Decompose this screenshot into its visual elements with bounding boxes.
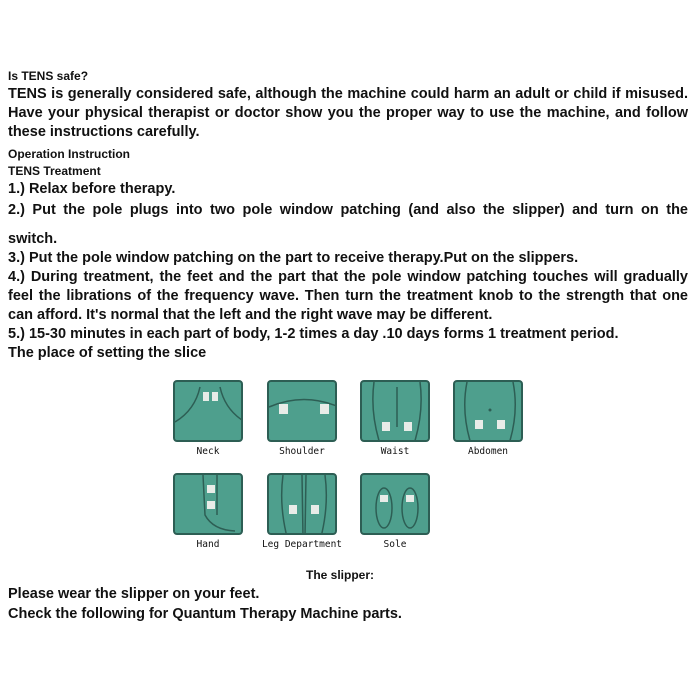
caption-leg-department: Leg Department bbox=[261, 539, 343, 550]
wear-slipper-note: Please wear the slipper on your feet. bbox=[8, 586, 260, 602]
abdomen-illustration bbox=[453, 380, 523, 442]
step-4: 4.) During treatment, the feet and the part that the pole window patching touches will gradually feel the librations of the frequency wave. Then turn the treatment knob to the strength that one can afford. It's normal that the left and the right wave may be different. bbox=[8, 269, 688, 323]
heading-operation-instruction: Operation Instruction bbox=[8, 147, 131, 161]
figure-abdomen bbox=[453, 380, 538, 457]
placement-figures bbox=[170, 380, 540, 555]
caption-neck: Neck bbox=[196, 446, 220, 457]
heading-tens-treatment: TENS Treatment bbox=[8, 164, 101, 178]
caption-abdomen: Abdomen bbox=[467, 446, 509, 457]
step-5: 5.) 15-30 minutes in each part of body, 1-2 times a day .10 days forms 1 treatment period. bbox=[8, 326, 619, 342]
hand-illustration bbox=[173, 473, 243, 535]
figure-waist bbox=[360, 380, 445, 457]
document-body bbox=[8, 68, 688, 363]
sole-illustration bbox=[360, 473, 430, 535]
neck-illustration bbox=[173, 380, 243, 442]
caption-sole: Sole bbox=[383, 539, 407, 550]
caption-waist: Waist bbox=[380, 446, 410, 457]
caption-shoulder: Shoulder bbox=[279, 446, 325, 457]
shoulder-illustration bbox=[267, 380, 337, 442]
step-2: 2.) Put the pole plugs into two pole window patching (and also the slipper) and turn on the bbox=[8, 202, 688, 218]
closing-notes bbox=[8, 584, 402, 624]
step-3: 3.) Put the pole window patching on the part to receive therapy.Put on the slippers. bbox=[8, 250, 579, 266]
caption-hand: Hand bbox=[196, 539, 220, 550]
step-1: 1.) Relax before therapy. bbox=[8, 181, 176, 197]
heading-is-tens-safe: Is TENS safe? bbox=[8, 69, 89, 83]
figure-leg-department bbox=[261, 473, 352, 550]
figure-shoulder bbox=[267, 380, 352, 457]
figure-sole bbox=[360, 473, 445, 550]
leg-illustration bbox=[267, 473, 337, 535]
waist-illustration bbox=[360, 380, 430, 442]
safe-paragraph: TENS is generally considered safe, although the machine could harm an adult or child if misused. Have your physical therapist or doctor show you the proper way to use the machine, and follow these instructions carefully. bbox=[8, 86, 688, 140]
check-parts-note: Check the following for Quantum Therapy Machine parts. bbox=[8, 606, 402, 622]
slipper-caption: The slipper: bbox=[306, 568, 375, 582]
step-2-continued: switch. bbox=[8, 231, 58, 247]
figure-hand bbox=[173, 473, 258, 550]
figure-neck bbox=[173, 380, 258, 457]
heading-slice-placement: The place of setting the slice bbox=[8, 345, 207, 361]
